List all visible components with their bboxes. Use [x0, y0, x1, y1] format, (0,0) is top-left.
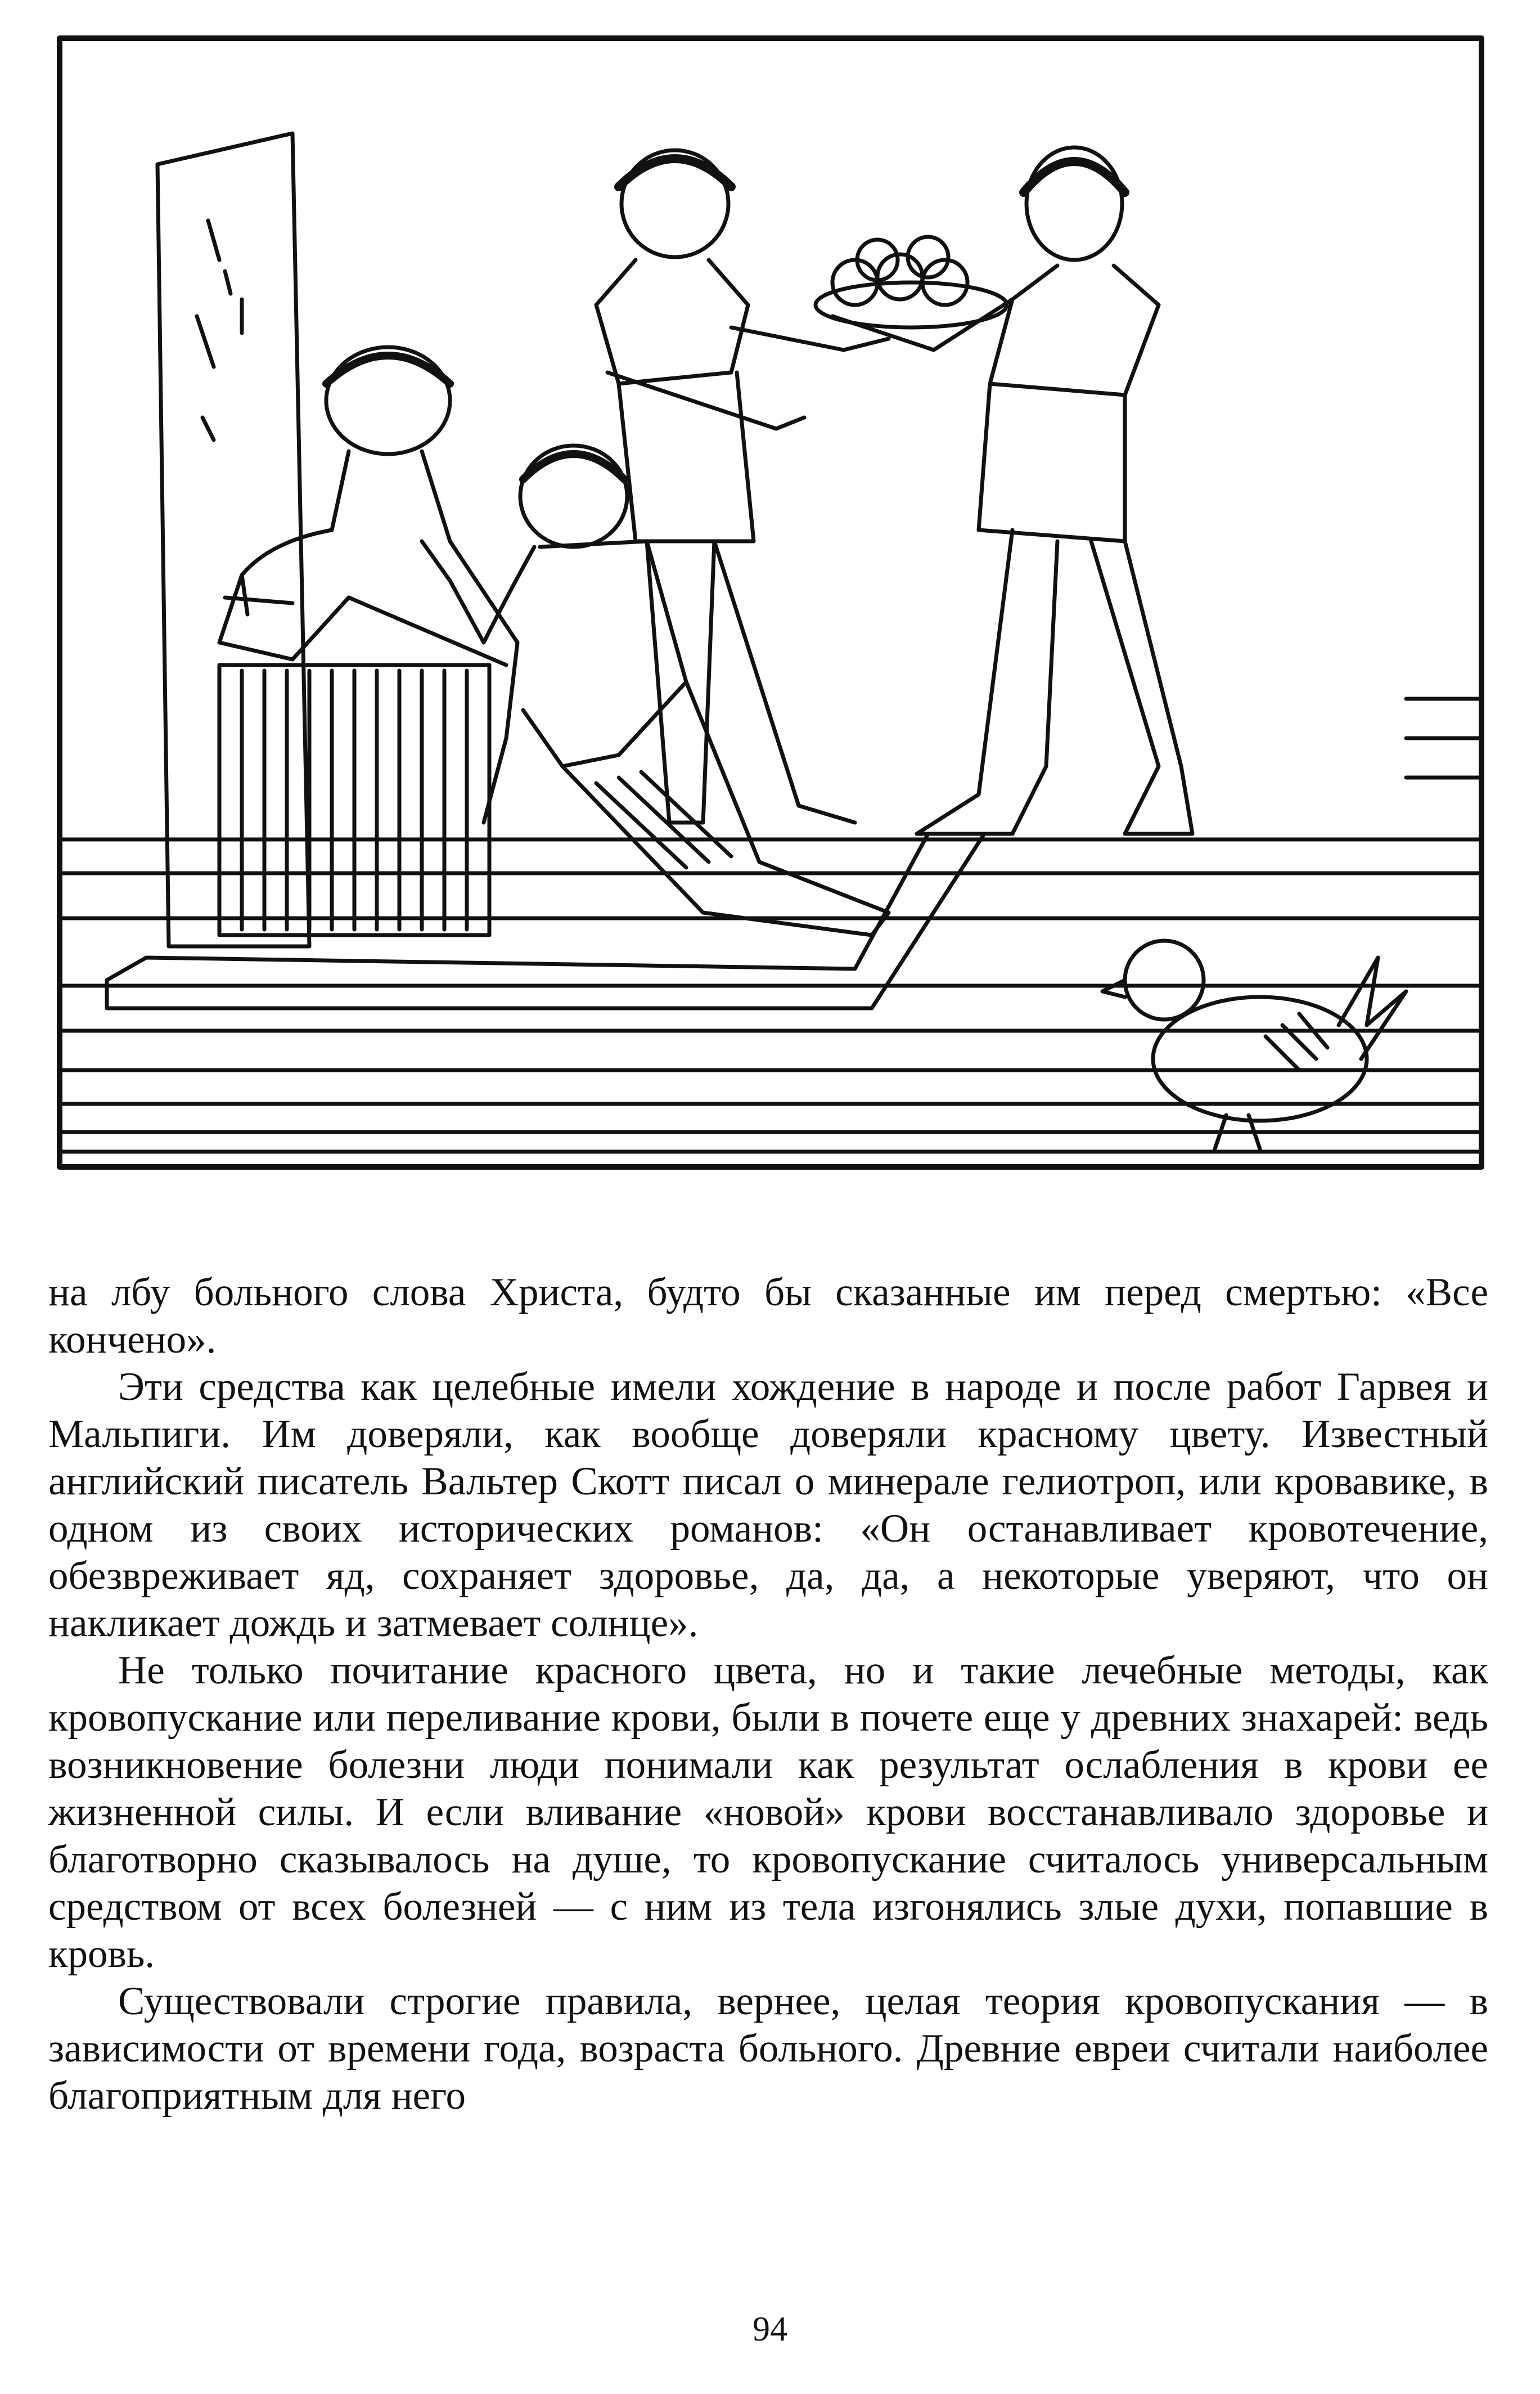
standing-servant: [596, 150, 889, 823]
chicken: [1102, 941, 1406, 1149]
servant-with-bowl: [816, 147, 1192, 834]
throne-marks: [197, 221, 242, 440]
paragraph-1: на лбу больного слова Христа, будто бы сказанные им перед смертью: «Все кончено».: [48, 1270, 1488, 1362]
paragraph-4: Существовали строгие правила, вернее, целая теория кровопускания — в зависимости от времени года, возраста больного. Древние евреи считали наиболее благоприятным для него: [48, 1979, 1488, 2118]
platform: [107, 834, 984, 1008]
throne-stripes: [242, 671, 467, 929]
paragraph-2: Эти средства как целебные имели хождение в народе и после работ Гарвея и Мальпиги. Им доверяли, как вообще доверяли красному цвету. Известный английский писатель Вальтер Скотт писал о минерале гелиотроп, или кровавике, в одном из своих исторических романов: «Он останавливает кровотечение, обезвреживает яд, сохраняет здоровье, да, да, а некоторые уверяют, что он накликает дождь и затмевает солнце».: [48, 1365, 1488, 1645]
kneeling-healer: [422, 446, 889, 935]
floor-lines: [62, 699, 1479, 1152]
paragraph-3: Не только почитание красного цвета, но и такие лечебные методы, как кровопускание или переливание крови, были в почете еще у древних знахарей: ведь возникновение болезни люди понимали как результат ослабления в крови ее жизненной силы. И если вливание «новой» крови восстанавливало здоровье и благотворно сказывалось на душе, то кровопускание считалось универсальным средством от всех болезней — с ним из тела изгонялись злые духи, попавшие в кровь.: [48, 1649, 1488, 1976]
egyptian-style-illustration: [56, 35, 1485, 1170]
main-text: [48, 1269, 1488, 2119]
page-number: 94: [753, 2310, 787, 2348]
